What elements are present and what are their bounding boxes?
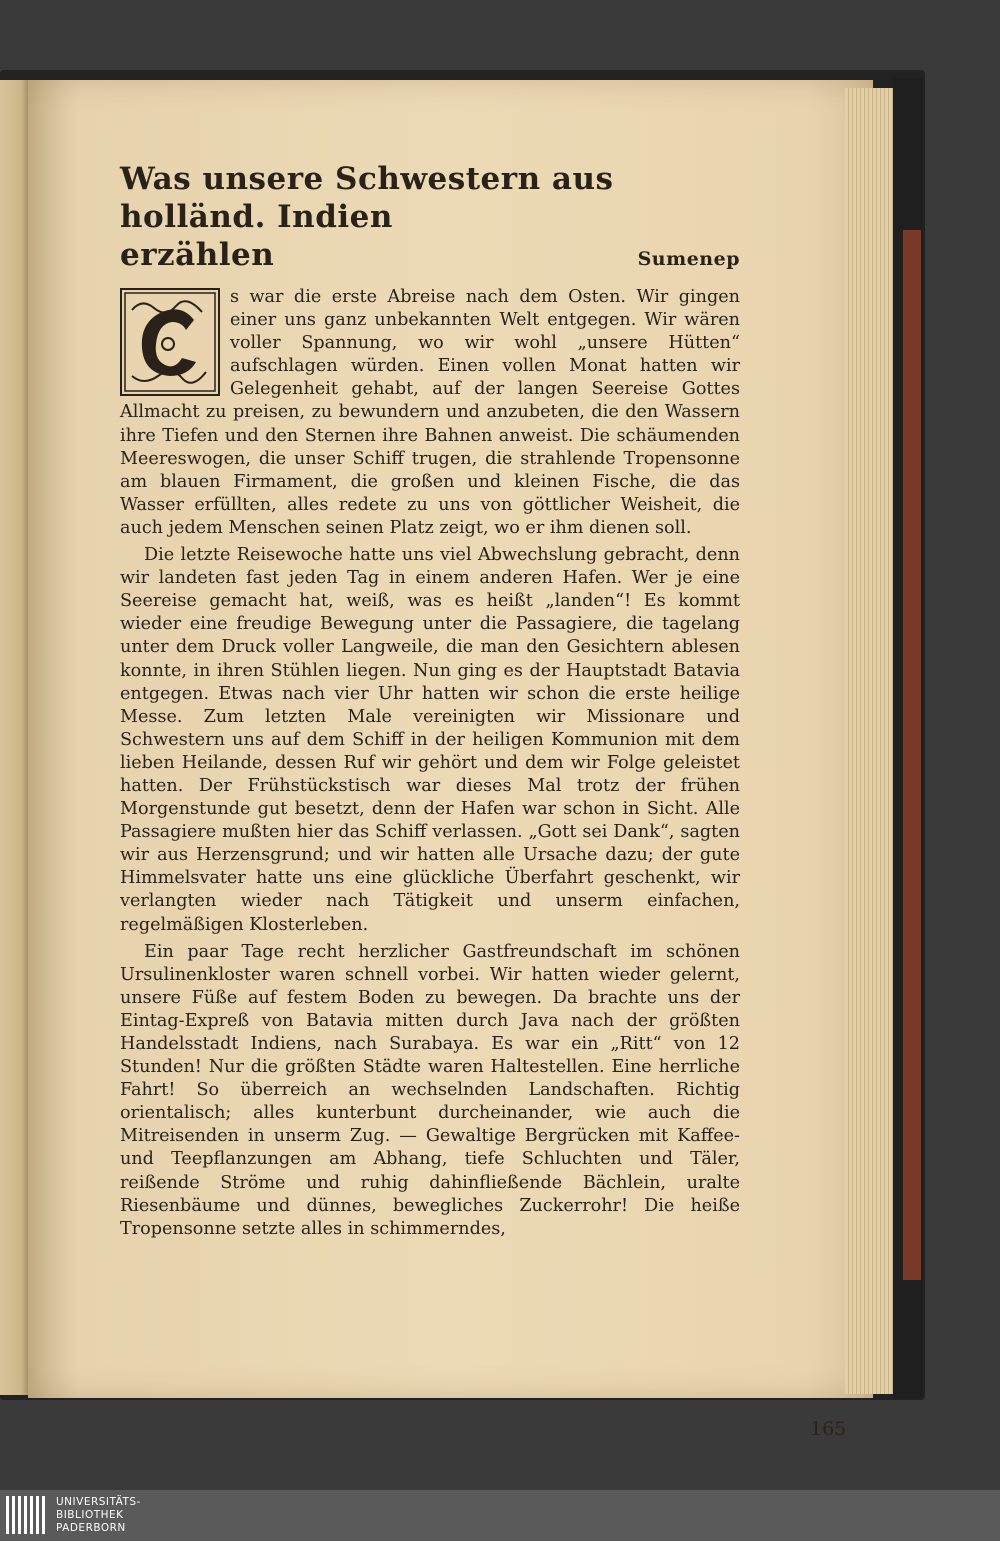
library-logo-icon: [6, 1496, 50, 1534]
title-row-2: [120, 236, 740, 278]
page-number: 165: [810, 1418, 847, 1440]
page-content: [120, 160, 847, 1440]
library-line-2: BIBLIOTHEK: [56, 1509, 124, 1521]
article-title: [120, 160, 740, 278]
page-stack-edges: [845, 88, 893, 1394]
library-line-1: UNIVERSITÄTS-: [56, 1496, 141, 1508]
library-name: [56, 1496, 141, 1535]
library-line-3: PADERBORN: [56, 1522, 126, 1534]
book-cover-spine-strip: [903, 230, 921, 1280]
title-spacer: [120, 278, 740, 286]
title-line-2: erzählen: [120, 237, 275, 273]
ornamental-initial: [120, 288, 220, 396]
paragraph-1: [120, 286, 740, 540]
paragraph-3: Ein paar Tage recht herzlicher Gastfreundschaft im schönen Ursulinenkloster waren schnell vorbei. Wir hatten wieder gelernt, unsere Füße auf festem Boden zu bewegen. Da brachte uns der Eintag-Expreß von Batavia mitten durch Java nach der größten Handelsstadt Indiens, nach Surabaya. Es war ein „Ritt“ von 12 Stunden! Nur die größten Städte waren Haltestellen. Eine herrliche Fahrt! So überreich an wechselnden Landschaften. Richtig orientalisch; alles kunterbunt durcheinander, wie auch die Mitreisenden in unserm Zug. — Gewaltige Bergrücken mit Kaffee- und Teepflanzungen am Abhang, tiefe Schluchten und Täler, reißende Ströme und ruhig dahinfließende Bächlein, uralte Riesenbäume und dünnes, bewegliches Zuckerrohr! Die heiße Tropensonne setzte alles in schimmerndes,: [120, 941, 740, 1239]
paragraph-1-text: s war die erste Abreise nach dem Osten. Wir gingen einer uns ganz unbekannten Welt entgegen. Wir wären voller Spannung, wo wir wohl „unsere Hütten“ aufschlagen würden. Einen vollen Monat hatten wir Gelegenheit gehabt, auf der langen Seereise Gottes Allmacht zu preisen, zu bewundern und anzubeten, die den Wassern ihre Tiefen und den Sternen ihre Bahnen anweist. Die schäumenden Meereswogen, die unser Schiff trugen, die strahlende Tropensonne am blauen Firmament, die großen und kleinen Fische, die das Wasser erfüllten, alles redete zu uns von göttlicher Weisheit, die auch jedem Menschen seinen Platz zeigt, wo er ihm dienen soll.: [120, 287, 740, 538]
library-footer: [0, 1490, 1000, 1541]
paragraph-2: Die letzte Reisewoche hatte uns viel Abwechslung gebracht, denn wir landeten fast jeden Tag in einem anderen Hafen. Wer je eine Seereise gemacht hat, weiß, was es heißt „landen“! Es kommt wieder eine freudige Bewegung unter die Passagiere, die tagelang unter dem Druck voller Langweile, die man den Gesichtern ablesen konnte, in ihren Stühlen liegen. Nun ging es der Hauptstadt Batavia entgegen. Etwas nach vier Uhr hatten wir schon die erste heilige Messe. Zum letzten Male vereinigten wir Missionare und Schwestern uns auf dem Schiff in der heiligen Kommunion mit dem lieben Heilande, dessen Ruf wir gehört und dem wir Folge geleistet hatten. Der Frühstückstisch war dieses Mal trotz der frühen Morgenstunde gut besetzt, denn der Hafen war schon in Sicht. Alle Passagiere mußten hier das Schiff verlassen. „Gott sei Dank“, sagten wir aus Herzensgrund; und wir hatten alle Ursache dazu; der gute Himmelsvater hatte uns eine glückliche Überfahrt geschenkt, wir verlangten wieder nach Tätigkeit und unserm einfachen, regelmäßigen Klosterleben.: [120, 545, 740, 935]
left-page-edge: [0, 80, 30, 1395]
place-name: Sumenep: [637, 248, 740, 270]
ornament-icon: [122, 290, 218, 394]
title-line-1: Was unsere Schwestern aus holländ. Indien: [120, 161, 614, 235]
